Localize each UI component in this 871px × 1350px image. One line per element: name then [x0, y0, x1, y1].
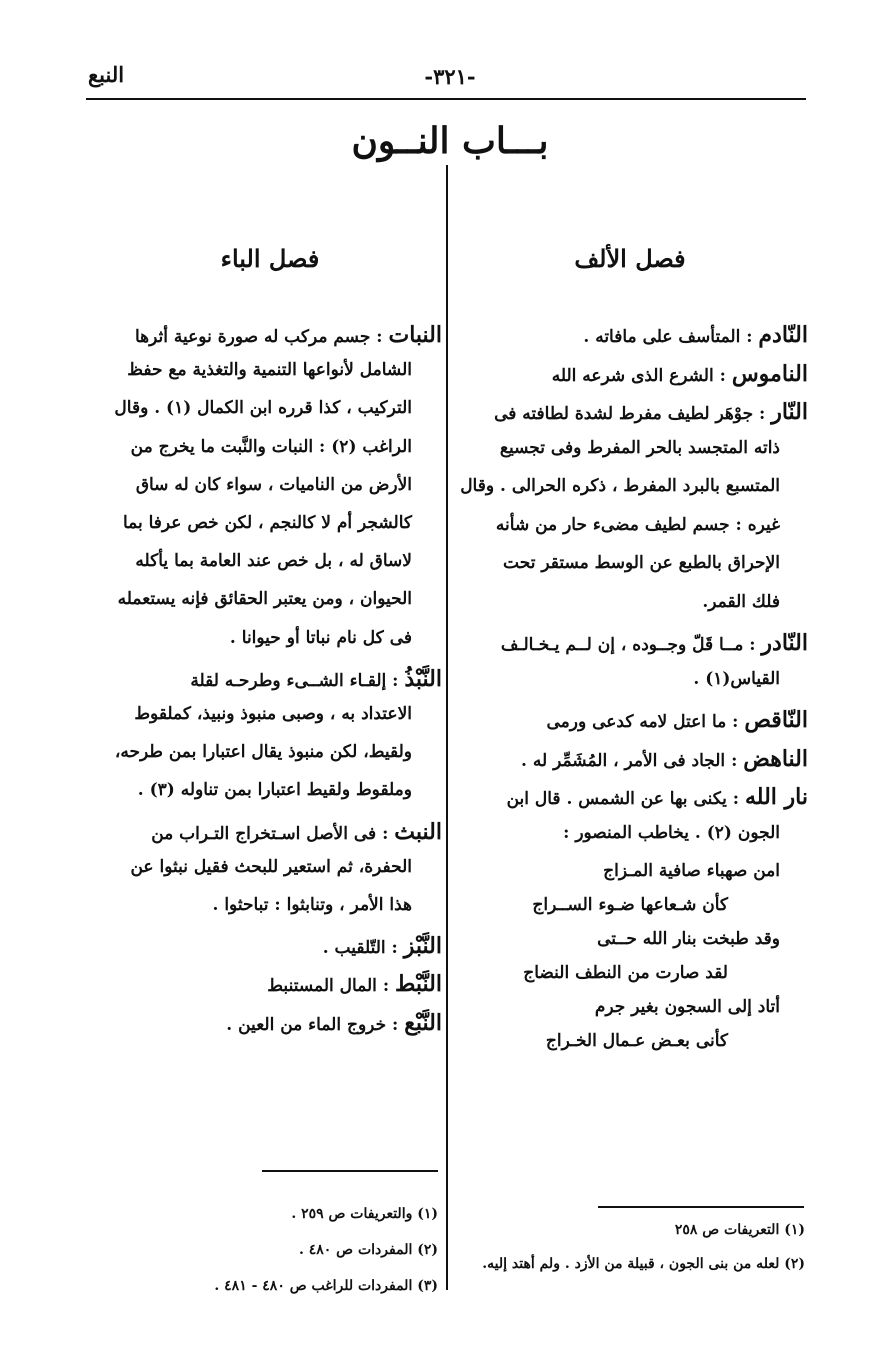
left-footnote-rule [262, 1170, 438, 1172]
entry-text: الراغب (٢) : النبات والنَّبت ما يخرج من [130, 436, 412, 457]
entry-term: النَّبْط [395, 971, 442, 998]
entry-line [702, 592, 780, 612]
page-number: -٣٢١- [424, 64, 476, 89]
entry-text: : المال المستنبط [267, 976, 396, 997]
entry-text: : جوْهَر لطيف مفرط لشدة لطافته فى [494, 404, 772, 424]
column-divider [446, 165, 448, 1290]
entry-text: : خروج الماء من العين . [226, 1014, 405, 1035]
entry-line [134, 704, 412, 724]
entry-text: غيره : جسم لطيف مضىء حار من شأنه [495, 514, 780, 535]
entry-text: : المتأسف على مافاته . [583, 327, 759, 347]
entry-term: النَّبْع [404, 1009, 442, 1036]
entry-line [136, 475, 412, 495]
entry-text: الحفرة، ثم استعير للبحث فقيل نبثوا عن [130, 856, 412, 877]
entry-term: النبات [388, 322, 442, 348]
entry-line [507, 784, 808, 810]
entry-text: : ما اعتل لامه كدعى ورمى [546, 712, 745, 732]
entry-line [503, 553, 780, 573]
entry-text: وملقوط ولقيط اعتبارا بمن تناوله (٣) . [137, 780, 412, 801]
entry-line [115, 742, 412, 762]
entry-line [114, 398, 412, 418]
entry-text: الأرض من الناميات ، سواء كان له ساق [135, 474, 412, 495]
entry-text: ذاته المتجسد بالحر المفرط وفى تجسيع [499, 437, 780, 458]
entry-line [552, 361, 808, 387]
entry-line [546, 707, 808, 733]
entry-line [118, 589, 412, 609]
right-section-title: فصل الألف [574, 244, 686, 273]
entry-text: الاعتداد به ، وصبى منبوذ ونبيذ، كملقوط [134, 704, 412, 724]
poem-verse: امن صهباء صافية المـزاج [603, 861, 780, 881]
entry-text: فى كل نام نباتا أو حيوانا . [229, 627, 412, 648]
entry-line [500, 438, 780, 458]
entry-text: المتسبع بالبرد المفرط ، ذكره الحرالى . وقال [460, 476, 780, 496]
running-head-word: النبع [88, 62, 125, 87]
entry-text: : فى الأصل اسـتخراج التـراب من [151, 823, 395, 844]
entry-line [521, 746, 808, 772]
entry-line [583, 322, 808, 348]
entry-text: الجون (٢) . يخاطب المنصور : [563, 822, 780, 843]
entry-text: : يكنى بها عن الشمس . قال ابن [506, 789, 745, 809]
entry-line [230, 628, 412, 648]
entry-text: : إلقـاء الشــىء وطرحـه لقلة [190, 670, 405, 691]
header-rule [86, 98, 806, 100]
entry-line [123, 513, 412, 533]
entry-text: فلك القمر. [702, 591, 780, 612]
entry-line [151, 819, 442, 845]
poem-verse: وقد طبخت بنار الله حــتى [597, 929, 780, 949]
entry-text: هذا الأمر ، وتنابثوا : تباحثوا . [212, 895, 412, 915]
entry-line [190, 666, 442, 692]
page-header [0, 0, 871, 110]
entry-line [563, 823, 780, 843]
poem-verse: كأنى بعـض عـمال الخـراج [545, 1031, 728, 1051]
left-section-title: فصل الباء [220, 244, 320, 273]
entry-term: الناموس [731, 360, 808, 387]
chapter-title: بـــاب النــون [351, 120, 549, 162]
entry-line [131, 437, 412, 457]
entry-term: النّار [771, 399, 808, 425]
entry-term: الناهض [743, 745, 808, 772]
poem-verse: كأن شـعاعها ضـوء الســراج [532, 895, 728, 915]
entry-line [212, 895, 412, 915]
entry-line [494, 399, 808, 425]
footnote: (٢) المفردات ص ٤٨٠ . [299, 1242, 438, 1258]
entry-term: النبث [394, 818, 442, 845]
entry-line [323, 933, 442, 959]
entry-term: النّادر [761, 630, 808, 656]
entry-text: الإحراق بالطبع عن الوسط مستقر تحت [503, 553, 780, 573]
entry-line [135, 551, 412, 571]
entry-text: الحيوان ، ومن يعتبر الحقائق فإنه يستعمله [117, 589, 412, 610]
entry-text: كالشجر أم لا كالنجم ، لكن خص عرفا بما [122, 513, 412, 533]
poem-verse: لقد صارت من النطف النضاج [523, 963, 728, 983]
entry-line [127, 360, 412, 380]
entry-term: النّاقص [744, 707, 808, 733]
footnote: (٢) لعله من بنى الجون ، قبيلة من الأزد . ولم أهتد إليه. [482, 1256, 805, 1272]
entry-line [130, 857, 412, 877]
footnote: (١) التعريفات ص ٢٥٨ [674, 1222, 805, 1238]
entry-text: : جسم مركب له صورة نوعية أثرها [135, 327, 389, 347]
entry-term: النَّبْز [403, 933, 442, 960]
entry-line [501, 630, 808, 656]
entry-text: التركيب ، كذا قرره ابن الكمال (١) . وقال [114, 398, 412, 419]
entry-term: النَّبْذُ [404, 665, 442, 692]
entry-text: ولقيط، لكن منبوذ يقال اعتبارا بمن طرحه، [114, 742, 412, 763]
footnote: (١) والتعريفات ص ٢٥٩ . [291, 1206, 438, 1222]
right-footnote-rule [598, 1206, 804, 1208]
left-column [86, 322, 442, 1122]
entry-text: : الجاد فى الأمر ، المُشَمِّر له . [521, 750, 744, 771]
entry-text: الشامل لأنواعها التنمية والتغذية مع حفظ [127, 360, 412, 381]
right-column [458, 322, 808, 1152]
entry-text: : الشرع الذى شرعه الله [551, 365, 732, 386]
entry-line [693, 669, 780, 689]
poem-verse: أتاد إلى السجون بغير جرم [594, 997, 780, 1017]
entry-text: : التّلقيب . [322, 938, 404, 959]
entry-text: القياس(١) . [693, 668, 780, 689]
entry-line [135, 322, 442, 348]
entry-line [226, 1010, 442, 1036]
entry-line [496, 515, 780, 535]
entry-text: : مــا قَلّ وجــوده ، إن لــم يـخـالـف [500, 635, 762, 655]
entry-line [460, 476, 780, 496]
entry-line [267, 971, 442, 997]
footnote: (٣) المفردات للراغب ص ٤٨٠ - ٤٨١ . [214, 1278, 438, 1294]
entry-term: النّادم [758, 322, 808, 348]
entry-text: لاساق له ، بل خص عند العامة بما يأكله [135, 551, 412, 572]
entry-line [138, 780, 412, 800]
entry-term: نار الله [744, 784, 808, 810]
